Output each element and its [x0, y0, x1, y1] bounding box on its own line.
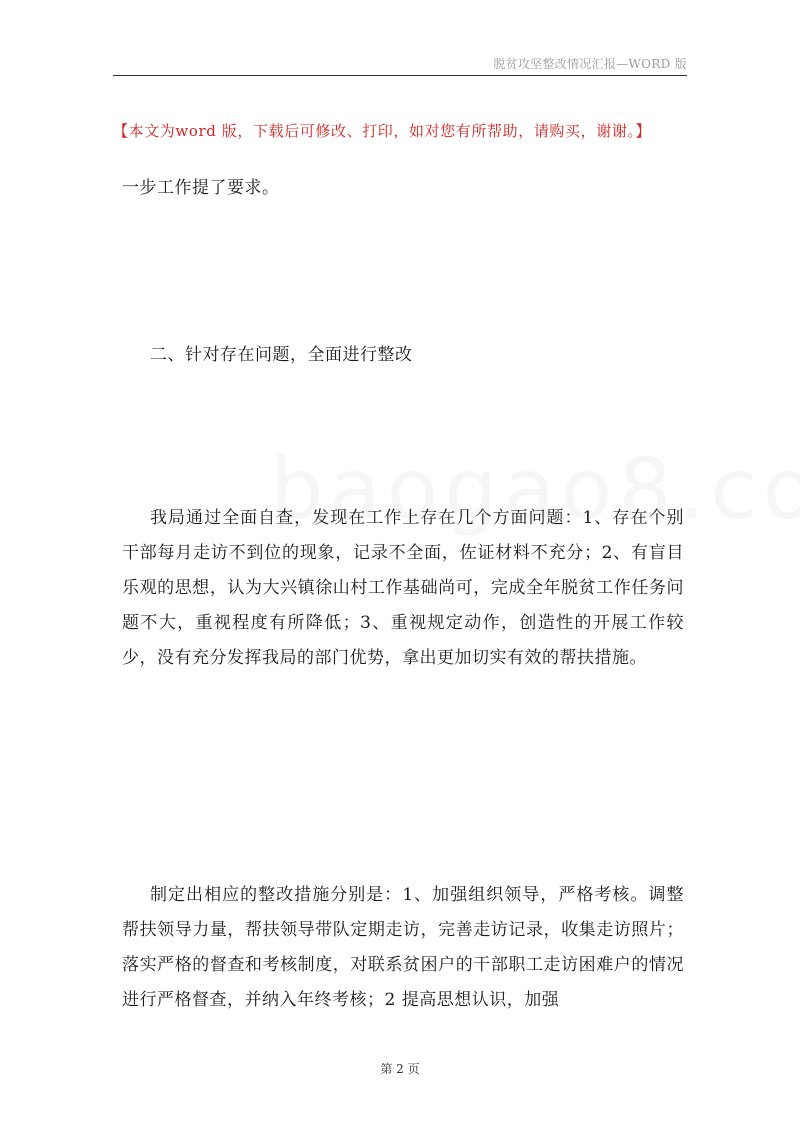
purchase-notice: 【本文为word 版，下载后可修改、打印，如对您有所帮助，请购买，谢谢。】: [113, 122, 652, 140]
paragraph-problems: 我局通过全面自查，发现在工作上存在几个方面问题：1、存在个别干部每月走访不到位的现象，记录不全面，佐证材料不充分；2、有盲目乐观的思想，认为大兴镇徐山村工作基础尚可，完成全年脱贫工作任务问题不大，重视程度有所降低；3、重视规定动作，创造性的开展工作较少，没有充分发挥我局的部门优势，拿出更加切实有效的帮扶措施。: [122, 508, 684, 668]
page-header: [113, 53, 687, 76]
page-number: 第 2 页: [380, 1062, 420, 1076]
paragraph-measures: 制定出相应的整改措施分别是：1、加强组织领导，严格考核。调整帮扶领导力量，帮扶领导带队定期走访，完善走访记录，收集走访照片；落实严格的督查和考核制度，对联系贫困户的干部职工走访困难户的情况进行严格督查，并纳入年终考核；2 提高思想认识，加强: [122, 885, 684, 1010]
header-title: 脱贫攻坚整改情况汇报—WORD 版: [493, 57, 687, 71]
continuation-text: 一步工作提了要求。: [122, 178, 280, 198]
section-heading: 二、针对存在问题，全面进行整改: [150, 345, 413, 365]
